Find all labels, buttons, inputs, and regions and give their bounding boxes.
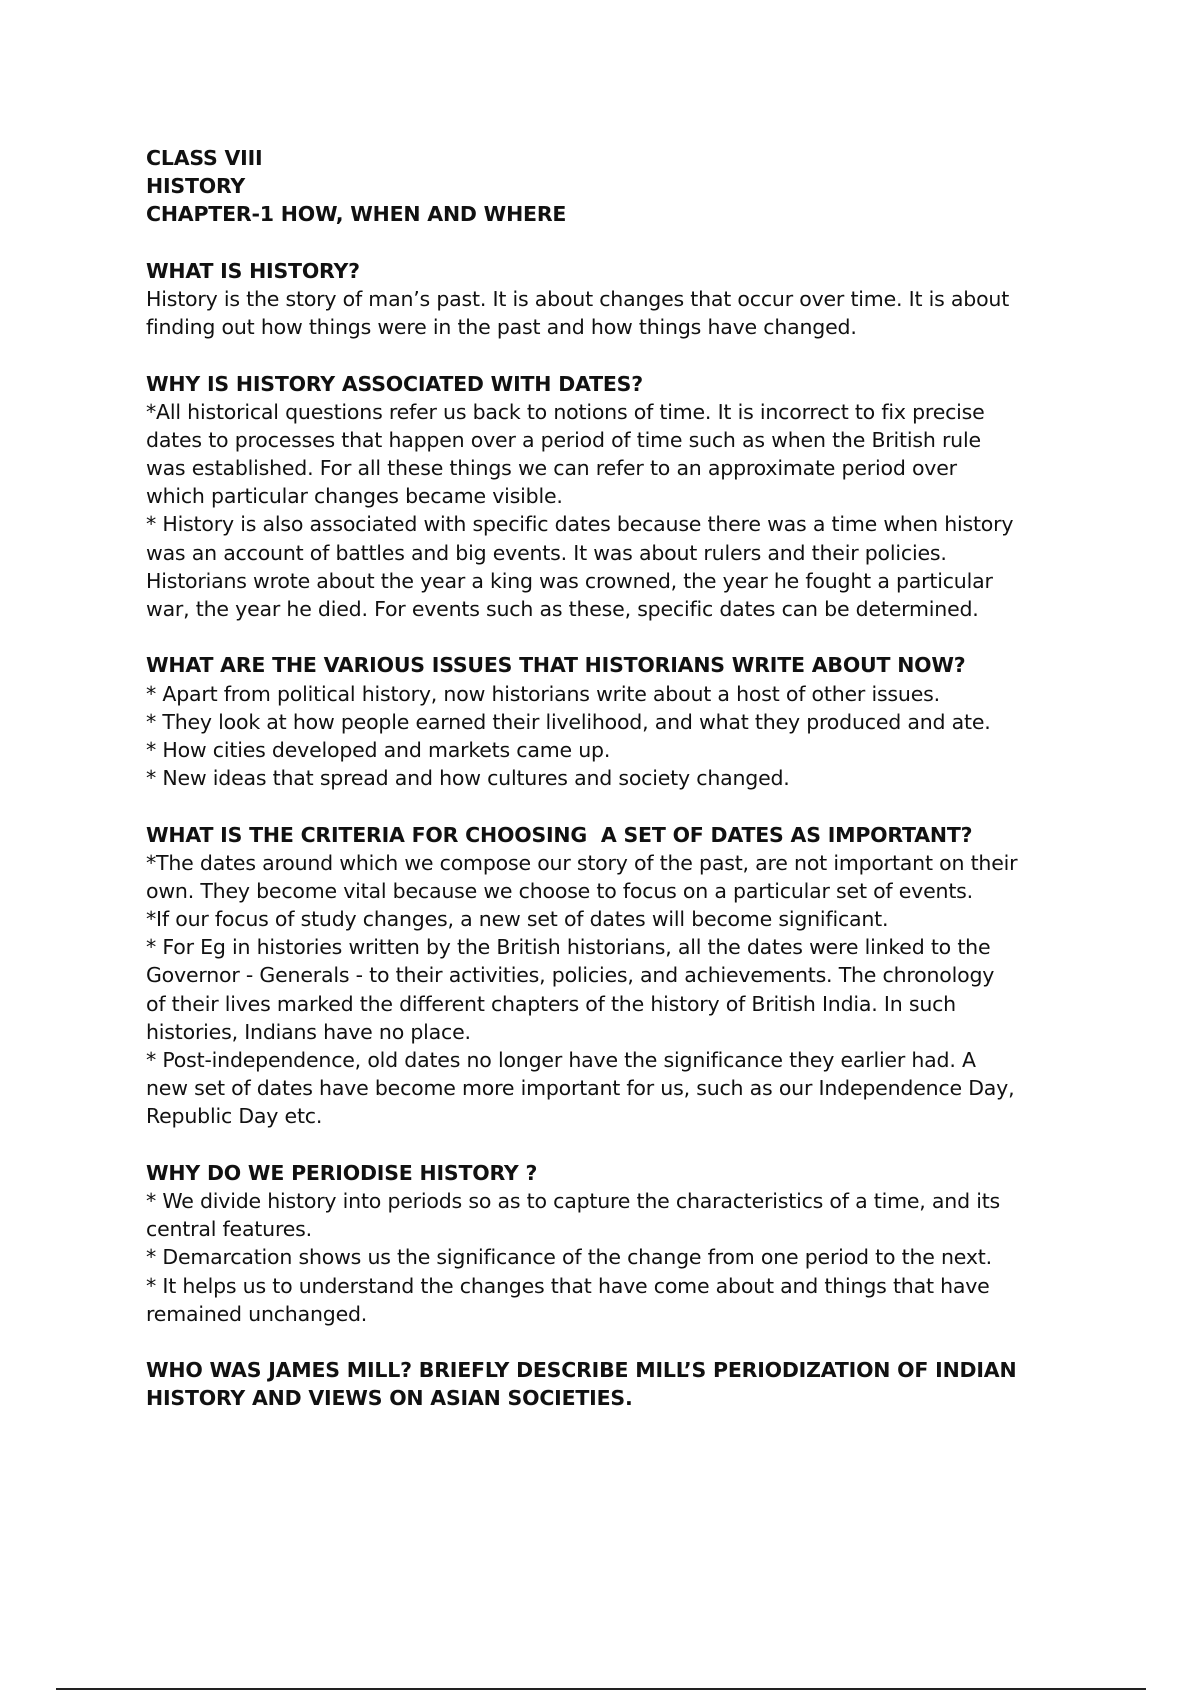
question-heading: WHO WAS JAMES MILL? BRIEFLY DESCRIBE MILL’S PERIODIZATION OF INDIAN bbox=[146, 1358, 1017, 1383]
paragraph-line: Governor - Generals - to their activities, policies, and achievements. The chronology bbox=[146, 963, 995, 988]
spacer bbox=[146, 1328, 1096, 1356]
spacer bbox=[146, 341, 1096, 369]
paragraph-line: * We divide history into periods so as to capture the characteristics of a time, and its bbox=[146, 1188, 1001, 1213]
section-heading: WHY IS HISTORY ASSOCIATED WITH DATES? bbox=[146, 371, 643, 396]
subject-heading: HISTORY bbox=[146, 174, 246, 199]
bullet-line: * Apart from political history, now historians write about a host of other issues. bbox=[146, 681, 940, 706]
section-heading: WHAT IS HISTORY? bbox=[146, 258, 360, 283]
paragraph-line: * History is also associated with specific dates because there was a time when history bbox=[146, 512, 1014, 537]
section-heading: WHAT IS THE CRITERIA FOR CHOOSING A SET OF DATES AS IMPORTANT? bbox=[146, 822, 973, 847]
paragraph-line: of their lives marked the different chapters of the history of British India. In such bbox=[146, 991, 956, 1016]
class-heading: CLASS VIII bbox=[146, 146, 263, 170]
paragraph-line: *All historical questions refer us back to notions of time. It is incorrect to fix precise bbox=[146, 399, 985, 424]
bullet-line: * New ideas that spread and how cultures and society changed. bbox=[146, 766, 790, 791]
document-page bbox=[146, 144, 1096, 1412]
paragraph-line: * Post-independence, old dates no longer have the significance they earlier had. A bbox=[146, 1048, 976, 1072]
paragraph-line: which particular changes became visible. bbox=[146, 484, 563, 509]
spacer bbox=[146, 1131, 1096, 1159]
spacer bbox=[146, 792, 1096, 820]
paragraph-line: war, the year he died. For events such as these, specific dates can be determined. bbox=[146, 597, 979, 621]
spacer bbox=[146, 623, 1096, 651]
question-heading: HISTORY AND VIEWS ON ASIAN SOCIETIES. bbox=[146, 1386, 633, 1411]
paragraph-line: dates to processes that happen over a period of time such as when the British rule bbox=[146, 427, 981, 452]
bullet-line: * They look at how people earned their livelihood, and what they produced and ate. bbox=[146, 709, 991, 734]
spacer bbox=[146, 229, 1096, 257]
paragraph-line: History is the story of man’s past. It is about changes that occur over time. It is about bbox=[146, 286, 1010, 311]
paragraph-line: finding out how things were in the past and how things have changed. bbox=[146, 315, 857, 340]
section-heading: WHAT ARE THE VARIOUS ISSUES THAT HISTORIANS WRITE ABOUT NOW? bbox=[146, 653, 966, 678]
paragraph-line: was an account of battles and big events. It was about rulers and their policies. bbox=[146, 540, 947, 565]
bottom-divider bbox=[56, 1688, 1146, 1690]
paragraph-line: own. They become vital because we choose to focus on a particular set of events. bbox=[146, 878, 973, 903]
paragraph-line: Historians wrote about the year a king was crowned, the year he fought a particular bbox=[146, 568, 993, 593]
bullet-line: * How cities developed and markets came up. bbox=[146, 737, 611, 762]
paragraph-line: central features. bbox=[146, 1217, 312, 1242]
paragraph-line: histories, Indians have no place. bbox=[146, 1019, 471, 1044]
paragraph-line: * For Eg in histories written by the British historians, all the dates were linked to the bbox=[146, 935, 991, 960]
paragraph-line: was established. For all these things we can refer to an approximate period over bbox=[146, 456, 957, 481]
paragraph-line: *If our focus of study changes, a new set of dates will become significant. bbox=[146, 907, 889, 932]
section-heading: WHY DO WE PERIODISE HISTORY ? bbox=[146, 1160, 538, 1185]
chapter-heading: CHAPTER-1 HOW, WHEN AND WHERE bbox=[146, 202, 567, 227]
paragraph-line: * Demarcation shows us the significance of the change from one period to the next. bbox=[146, 1245, 992, 1270]
paragraph-line: *The dates around which we compose our story of the past, are not important on their bbox=[146, 850, 1018, 875]
paragraph-line: Republic Day etc. bbox=[146, 1104, 323, 1129]
paragraph-line: * It helps us to understand the changes that have come about and things that have bbox=[146, 1273, 990, 1298]
paragraph-line: new set of dates have become more important for us, such as our Independence Day, bbox=[146, 1076, 1015, 1101]
paragraph-line: remained unchanged. bbox=[146, 1301, 368, 1326]
